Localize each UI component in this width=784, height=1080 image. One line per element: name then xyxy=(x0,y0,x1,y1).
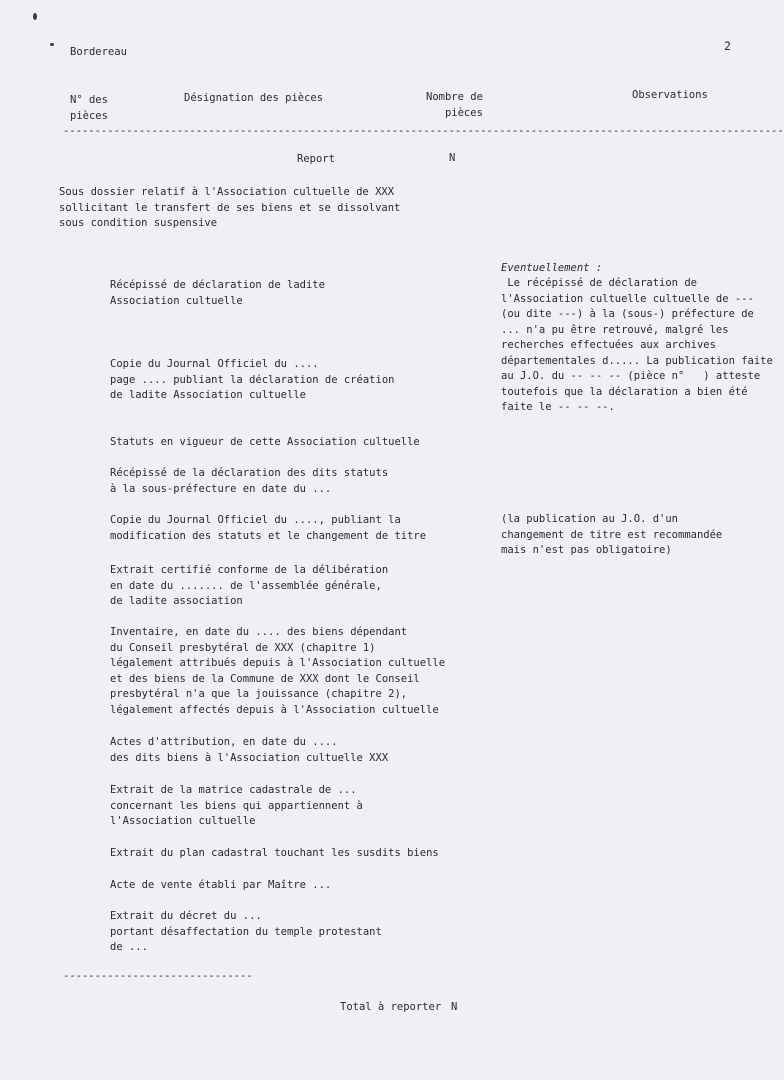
observation-line: départementales d..... La publication faite xyxy=(501,354,773,367)
column-header-designation: Désignation des pièces xyxy=(184,92,324,104)
item-line: et des biens de la Commune de XXX dont le Conseil xyxy=(110,672,420,685)
list-item xyxy=(110,625,445,718)
scan-speck xyxy=(50,43,54,46)
item-line: presbytéral n'a que la jouissance (chapitre 2), xyxy=(110,688,408,700)
observation-note xyxy=(501,276,773,416)
item-line: portant désaffectation du temple protestant xyxy=(110,925,382,938)
item-line: l'Association cultuelle xyxy=(110,815,256,827)
list-item xyxy=(110,878,331,894)
item-line: Actes d'attribution, en date du .... xyxy=(110,736,338,748)
intro-line: Sous dossier relatif à l'Association cultuelle de XXX xyxy=(59,186,395,198)
observation-line: faite le -- -- --. xyxy=(501,401,615,413)
item-line: concernant les biens qui appartiennent à xyxy=(110,799,363,812)
item-line: page .... publiant la déclaration de création xyxy=(110,373,395,386)
list-item xyxy=(110,513,426,544)
observation-line: (ou dite ---) à la (sous-) préfecture de xyxy=(501,308,754,320)
item-line: des dits biens à l'Association cultuelle XXX xyxy=(110,751,389,764)
list-item xyxy=(110,278,325,309)
list-item xyxy=(110,783,363,830)
item-line: Inventaire, en date du .... des biens dépendant xyxy=(110,626,408,638)
item-line: Récépissé de déclaration de ladite xyxy=(110,279,325,291)
column-header-number xyxy=(70,93,108,124)
item-line: Association cultuelle xyxy=(110,294,243,307)
scan-speck xyxy=(33,13,37,20)
observation-line: l'Association cultuelle cultuelle de --- xyxy=(501,292,754,305)
list-item xyxy=(110,466,388,497)
item-line: de ladite association xyxy=(110,595,243,607)
item-line: modification des statuts et le changement de titre xyxy=(110,529,427,542)
item-line: Copie du Journal Officiel du ...., publiant la xyxy=(110,514,401,526)
observation-note xyxy=(501,512,722,559)
item-line: Statuts en vigueur de cette Association cultuelle xyxy=(110,436,420,448)
report-value: N xyxy=(449,152,456,164)
page-number: 2 xyxy=(724,39,731,53)
column-header-count-line1: Nombre de xyxy=(426,91,483,103)
observation-line: au J.O. du -- -- -- (pièce n° ) atteste xyxy=(501,370,761,382)
report-label: Report xyxy=(297,153,335,165)
list-item xyxy=(110,435,420,451)
list-item xyxy=(110,563,388,610)
item-line: Extrait de la matrice cadastrale de ... xyxy=(110,784,357,796)
document-title: Bordereau xyxy=(70,46,127,58)
item-line: Extrait certifié conforme de la délibération xyxy=(110,564,389,576)
observation-line: Le récépissé de déclaration de xyxy=(501,277,697,289)
item-line: du Conseil presbytéral de XXX (chapitre 1) xyxy=(110,641,376,654)
footer-dashed-rule: ------------------------------ xyxy=(63,970,253,982)
item-line: Copie du Journal Officiel du .... xyxy=(110,358,319,370)
item-line: à la sous-préfecture en date du ... xyxy=(110,482,332,495)
observation-line: recherches effectuées aux archives xyxy=(501,339,716,351)
observation-line: toutefois que la déclaration a bien été xyxy=(501,385,748,398)
item-line: de ... xyxy=(110,941,148,953)
observation-line: ... n'a pu être retrouvé, malgré les xyxy=(501,323,729,336)
list-item xyxy=(110,846,439,862)
total-value: N xyxy=(451,1001,458,1013)
column-header-number-line2: pièces xyxy=(70,109,108,122)
item-line: légalement affectés depuis à l'Association cultuelle xyxy=(110,703,439,716)
header-dashed-rule: ------------------------------------------------------------------------------------------------------------------ xyxy=(63,125,784,137)
observation-line: (la publication au J.O. d'un xyxy=(501,513,679,525)
list-item xyxy=(110,909,382,956)
intro-paragraph xyxy=(59,185,400,232)
list-item xyxy=(110,735,388,766)
intro-line: sollicitant le transfert de ses biens et se dissolvant xyxy=(59,201,401,214)
observation-heading: Eventuellement : xyxy=(501,262,603,274)
total-label: Total à reporter xyxy=(340,1001,442,1013)
column-header-count xyxy=(426,90,483,121)
intro-line: sous condition suspensive xyxy=(59,217,218,229)
item-line: Récépissé de la déclaration des dits statuts xyxy=(110,467,389,479)
column-header-count-line2: pièces xyxy=(444,106,483,119)
item-line: Extrait du décret du ... xyxy=(110,910,262,922)
column-header-observations: Observations xyxy=(632,89,708,101)
column-header-number-line1: N° des xyxy=(70,94,108,106)
observation-line: changement de titre est recommandée xyxy=(501,528,723,541)
item-line: Acte de vente établi par Maître ... xyxy=(110,879,332,891)
list-item xyxy=(110,357,394,404)
item-line: légalement attribués depuis à l'Association cultuelle xyxy=(110,657,446,669)
item-line: Extrait du plan cadastral touchant les susdits biens xyxy=(110,847,439,859)
item-line: de ladite Association cultuelle xyxy=(110,389,306,401)
item-line: en date du ....... de l'assemblée générale, xyxy=(110,579,382,592)
observation-line: mais n'est pas obligatoire) xyxy=(501,544,672,556)
